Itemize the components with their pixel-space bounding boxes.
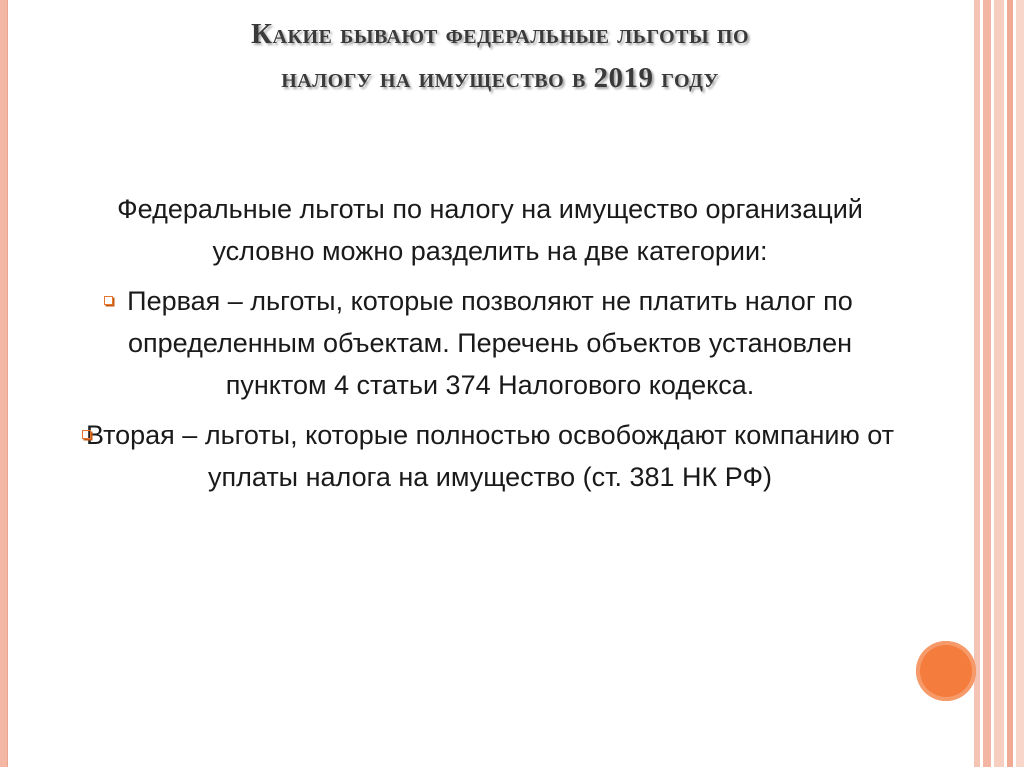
square-bullet-icon — [104, 296, 113, 305]
slide-title — [60, 12, 940, 100]
intro-text: Федеральные льготы по налогу на имущество организаций условно можно разделить на две категории: — [117, 194, 863, 266]
stripe — [974, 0, 980, 767]
orange-circle-decoration — [916, 641, 976, 701]
stripe — [994, 0, 1004, 767]
bullet-text: Вторая – льготы, которые полностью освобождают компанию от уплаты налога на имущество (ст. 381 НК РФ) — [85, 420, 895, 492]
stripe — [983, 0, 991, 767]
bullet-item — [80, 280, 900, 406]
stripe — [1016, 0, 1024, 767]
bullet-item — [80, 414, 900, 498]
slide-body — [80, 188, 900, 506]
title-line-2: налогу на имущество в 2019 году — [281, 62, 719, 94]
left-frame-strip — [0, 0, 8, 767]
right-decorative-stripes — [974, 0, 1024, 767]
title-line-1: Какие бывают федеральные льготы по — [251, 18, 749, 50]
bullet-text: Первая – льготы, которые позволяют не платить налог по определенным объектам. Перечень объектов установлен пунктом 4 статьи 374 Налогового кодекса. — [127, 286, 853, 400]
square-bullet-icon — [82, 430, 91, 439]
stripe — [1007, 0, 1013, 767]
